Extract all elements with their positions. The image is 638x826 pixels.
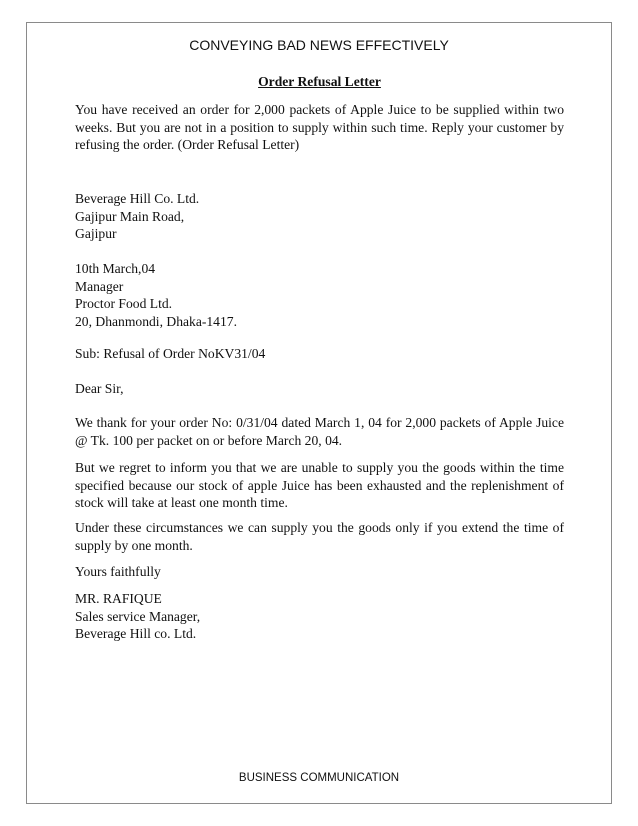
closing: Yours faithfully: [75, 564, 161, 579]
address-line: Gajipur: [75, 226, 117, 241]
address-line: Manager: [75, 278, 124, 294]
salutation: Dear Sir,: [75, 381, 124, 396]
prompt-paragraph: You have received an order for 2,000 packets of Apple Juice to be supplied within two weeks. But you are not in a position to supply within such time. Reply your customer by refusing the order. (Order Refusal Letter): [75, 102, 564, 152]
address-line: 20, Dhanmondi, Dhaka-1417.: [75, 313, 237, 329]
address-line: Beverage Hill Co. Ltd.: [75, 191, 200, 206]
body-paragraph: We thank for your order No: 0/31/04 dated March 1, 04 for 2,000 packets of Apple Juice @ Tk. 100 per packet on or before March 20, 04.: [75, 415, 564, 448]
letter-title: Order Refusal Letter: [258, 74, 381, 89]
signature-line: Sales service Manager,: [75, 608, 201, 624]
signature-line: MR. RAFIQUE: [75, 591, 162, 606]
letter-date: 10th March,04: [75, 261, 156, 276]
address-line: Proctor Food Ltd.: [75, 296, 173, 311]
page-footer: BUSINESS COMMUNICATION: [238, 772, 400, 784]
body-paragraph: Under these circumstances we can supply you the goods only if you extend the time of supply by one month.: [75, 520, 564, 553]
page-header: CONVEYING BAD NEWS EFFECTIVELY: [189, 37, 449, 53]
body-paragraph: But we regret to inform you that we are unable to supply you the goods within the time specified because our stock of apple Juice has been exhausted and the replenishment of stock will take at least one month time.: [75, 460, 564, 510]
subject-line: Sub: Refusal of Order NoKV31/04: [75, 346, 266, 361]
date-recipient: [75, 260, 564, 330]
signature-block: [75, 590, 564, 643]
signature-line: Beverage Hill co. Ltd.: [75, 626, 197, 641]
sender-address: [75, 190, 564, 243]
address-line: Gajipur Main Road,: [75, 208, 185, 224]
